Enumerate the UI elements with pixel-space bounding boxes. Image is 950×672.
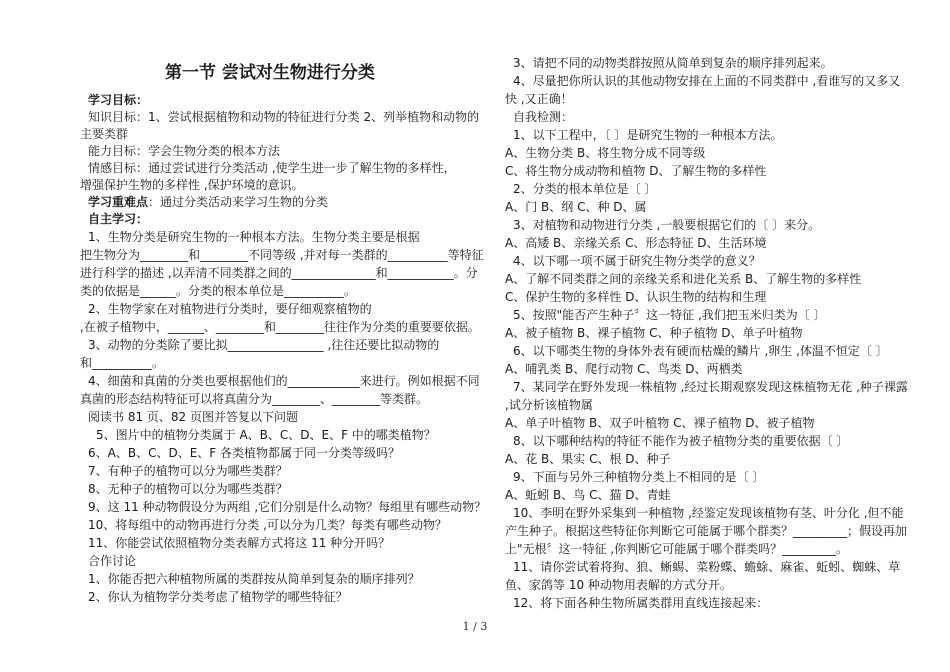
s4-options-cd: C、保护生物的多样性 D、认识生物的结构和生理 bbox=[505, 290, 767, 304]
q4-line2: 真菌的形态结构特征可以将真菌分为________、________等类群。 bbox=[80, 392, 429, 406]
q1-line4: 类的依据是______。分类的根本单位是__________。 bbox=[80, 284, 357, 298]
q3-line2: 和__________。 bbox=[80, 356, 165, 370]
self-study-heading: 自主学习： bbox=[88, 212, 149, 226]
s7-question-line2: ,试分析该植物属 bbox=[505, 398, 593, 412]
emotion-objective-cont: 增强保护生物的多样性 ,保护环境的意识。 bbox=[80, 178, 304, 192]
key-points-label: 学习重难点 bbox=[88, 195, 149, 209]
s7-options: A、单子叶植物 B、双子叶植物 C、裸子植物 D、被子植物 bbox=[505, 416, 815, 430]
s10-line2: 产生种子。根据这些特征你判断它可能属于哪个群类？_________；假设再加 bbox=[505, 524, 908, 538]
s5-question: 5、按照"能否产生种子〞这一特征 ,我们把玉米归类为〔 〕 bbox=[513, 308, 826, 322]
self-check-heading: 自我检测： bbox=[513, 110, 574, 124]
cooperation-heading: 合作讨论 bbox=[88, 554, 137, 568]
reading-q7: 7、有种子的植物可以分为哪些类群？ bbox=[88, 464, 288, 478]
reading-instruction: 阅读书 81 页、82 页图并答复以下问题 bbox=[88, 410, 298, 424]
emotion-objective: 情感目标：通过尝试进行分类活动 ,使学生进一步了解生物的多样性， bbox=[88, 161, 456, 175]
cooperation-q1: 1、你能否把六种植物所属的类群按从简单到复杂的顺序排列？ bbox=[88, 572, 420, 586]
reading-q10: 10、将每组中的动物再进行分类 ,可以分为几类？每类有哪些动物？ bbox=[88, 518, 447, 532]
key-points-text: ：通过分类活动来学习生物的分类 bbox=[148, 195, 329, 209]
cooperation-q2: 2、你认为植物学分类考虑了植物学的哪些特征？ bbox=[88, 590, 348, 604]
reading-q5: 5、图片中的植物分类属于 A、B、C、D、E、F 中的哪类植物？ bbox=[96, 428, 436, 442]
q3-line1: 3、动物的分类除了要比拟________________ ,往往还要比拟动物的 bbox=[88, 338, 440, 352]
task-3: 3、请把不同的动物类群按照从简单到复杂的顺序排列起来。 bbox=[513, 56, 833, 70]
s2-question: 2、分类的根本单位是〔 〕 bbox=[513, 182, 657, 196]
q1-line1: 1、生物分类是研究生物的一种根本方法。生物分类主要是根据 bbox=[88, 230, 420, 244]
objectives-heading: 学习目标： bbox=[88, 93, 149, 107]
s12-question: 12、将下面各种生物所属类群用直线连接起来： bbox=[513, 596, 769, 610]
q4-line1: 4、细菌和真菌的分类也要根据他们的____________来进行。例如根据不同 bbox=[88, 374, 480, 388]
s9-options: A、蚯蚓 B、鸟 C、猫 D、青蛙 bbox=[505, 488, 671, 502]
s8-options: A、花 B、果实 C、根 D、种子 bbox=[505, 452, 671, 466]
s4-question: 4、以下哪一项不属于研究生物分类学的意义？ bbox=[513, 254, 761, 268]
s2-options: A、门 B、纲 C、种 D、属 bbox=[505, 200, 647, 214]
s8-question: 8、以下哪种结构的特征不能作为被子植物分类的重要依据〔 〕 bbox=[513, 434, 849, 448]
s6-options: A、哺乳类 B、爬行动物 C、鸟类 D、两栖类 bbox=[505, 362, 743, 376]
knowledge-objective-cont: 主要类群 bbox=[80, 127, 129, 141]
s5-options: A、被子植物 B、裸子植物 C、种子植物 D、单子叶植物 bbox=[505, 326, 803, 340]
s1-question: 1、以下工程中，〔 〕是研究生物的一种根本方法。 bbox=[513, 128, 783, 142]
reading-q8: 8、无种子的植物可以分为哪些类群？ bbox=[88, 482, 288, 496]
ability-objective: 能力目标：学会生物分类的根本方法 bbox=[88, 144, 281, 158]
q1-line3: 进行科学的描述 ,以弄清不同类群之间的______________和___________。分 bbox=[80, 266, 478, 280]
q2-line1: 2、生物学家在对植物进行分类时，要仔细观察植物的 bbox=[88, 302, 372, 316]
page-number: 1 / 3 bbox=[462, 620, 488, 633]
task-4-line2: 快 ,又正确！ bbox=[505, 92, 573, 106]
s9-question: 9、下面与另外三种植物分类上不相同的是〔 〕 bbox=[513, 470, 765, 484]
s1-options-ab: A、生物分类 B、将生物分成不同等级 bbox=[505, 146, 706, 160]
q1-line2: 把生物分为________和________不同等级 ,并对每一类群的__________等特征 bbox=[80, 248, 484, 262]
s7-question-line1: 7、某同学在野外发现一株植物 ,经过长期观察发现这株植物无花 ,种子裸露 bbox=[513, 380, 908, 394]
page-title: 第一节 尝试对生物进行分类 bbox=[165, 63, 375, 83]
key-points bbox=[88, 194, 328, 211]
s6-question: 6、以下哪类生物的身体外表有硬而枯燥的鳞片 ,卵生 ,体温不恒定〔 〕 bbox=[513, 344, 888, 358]
s11-line2: 鱼、家鸽等 10 种动物用表解的方式分开。 bbox=[505, 578, 732, 592]
s3-options: A、高矮 B、亲缘关系 C、形态特征 D、生活环境 bbox=[505, 236, 767, 250]
task-4-line1: 4、尽量把你所认识的其他动物安排在上面的不同类群中 ,看谁写的又多又 bbox=[513, 74, 901, 88]
s4-options-ab: A、了解不同类群之间的亲缘关系和进化关系 B、了解生物的多样性 bbox=[505, 272, 862, 286]
s10-line1: 10、李明在野外采集到一种植物 ,经鉴定发现该植物有茎、叶分化 ,但不能 bbox=[513, 506, 904, 520]
s1-options-cd: C、将生物分成动物和植物 D、了解生物的多样性 bbox=[505, 164, 767, 178]
reading-q11: 11、你能尝试依照植物分类表解方式将这 11 种分开吗？ bbox=[88, 536, 391, 550]
reading-q9: 9、这 11 种动物假设分为两组 ,它们分别是什么动物？每组里有哪些动物？ bbox=[88, 500, 487, 514]
q2-line2: ,在被子植物中，______、________和________往往作为分类的重要要依据。 bbox=[80, 320, 480, 334]
s10-line3: 上"无根〞这一特征 ,你判断它可能属于哪个群类吗？_________。 bbox=[505, 542, 849, 556]
s11-line1: 11、请你尝试着将狗、狼、蜥蜴、菜粉蝶、蟾蜍、麻雀、蚯蚓、蜘蛛、草 bbox=[513, 560, 901, 574]
s3-question: 3、对植物和动物进行分类 ,一般要根据它们的〔 〕来分。 bbox=[513, 218, 821, 232]
knowledge-objective: 知识目标：1、尝试根据植物和动物的特征进行分类 2、列举植物和动物的 bbox=[88, 110, 480, 124]
reading-q6: 6、A、B、C、D、E、F 各类植物都属于同一分类等级吗？ bbox=[88, 446, 400, 460]
